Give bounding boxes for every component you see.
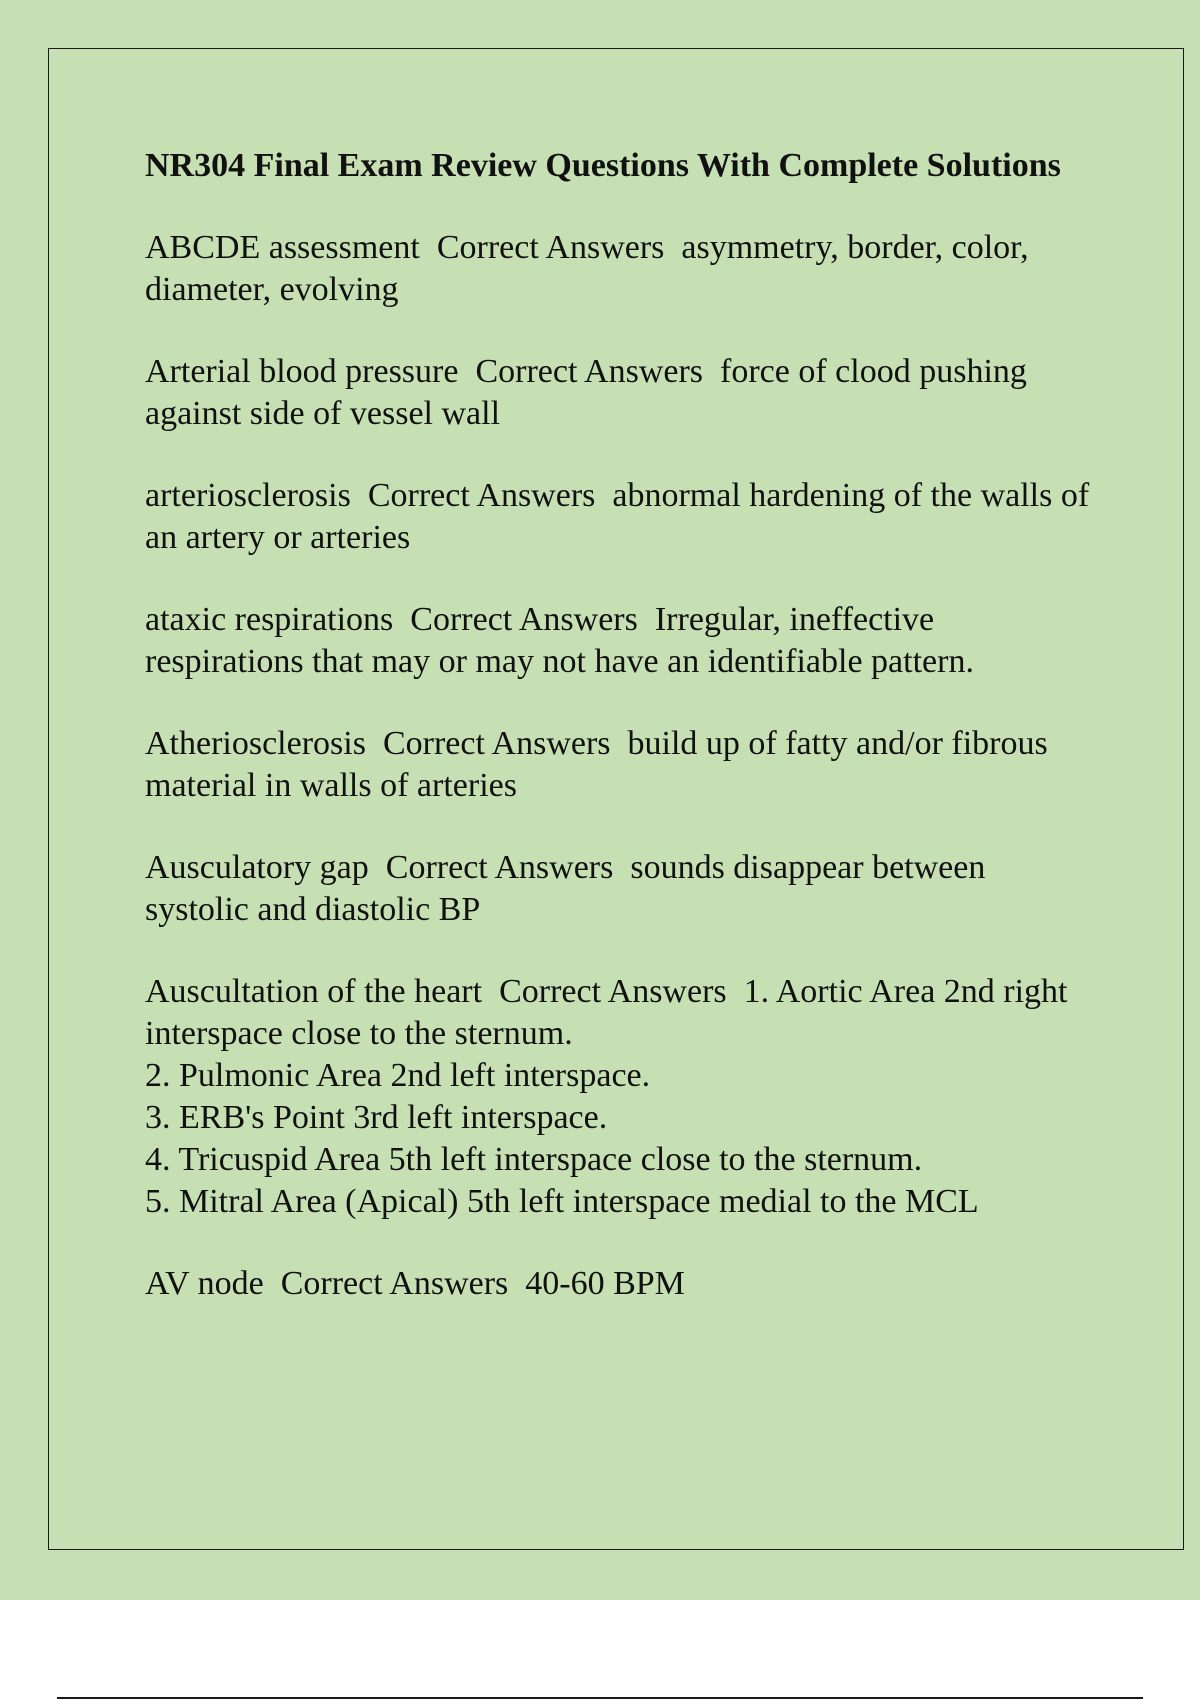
qa-entry	[145, 599, 1095, 683]
qa-term: Ausculatory gap	[145, 849, 369, 886]
qa-term: AV node	[145, 1265, 264, 1302]
qa-answer-line: 3. ERB's Point 3rd left interspace.	[145, 1099, 608, 1136]
document-body	[145, 145, 1098, 1345]
qa-term: arteriosclerosis	[145, 477, 351, 514]
qa-separator: Correct Answers	[365, 725, 628, 762]
qa-term: ataxic respirations	[145, 601, 394, 638]
qa-answer: 1. Aortic Area 2nd right interspace close to the sternum.	[145, 973, 1077, 1052]
page-divider	[57, 1697, 1143, 1699]
qa-separator: Correct Answers	[393, 601, 655, 638]
qa-answer: asymmetry, border, color, diameter, evolving	[145, 229, 1038, 308]
qa-term: Arterial blood pressure	[145, 353, 459, 390]
qa-term: Atheriosclerosis	[145, 725, 366, 762]
qa-answer: force of clood pushing against side of vessel wall	[145, 353, 1036, 432]
qa-separator: Correct Answers	[482, 973, 744, 1010]
qa-answer-line: 5. Mitral Area (Apical) 5th left interspace medial to the MCL	[145, 1183, 979, 1220]
qa-answer: sounds disappear between systolic and diastolic BP	[145, 849, 994, 928]
qa-entry	[145, 227, 1095, 311]
qa-separator: Correct Answers	[368, 849, 631, 886]
qa-entry	[145, 723, 1095, 807]
qa-entry	[145, 971, 1095, 1223]
qa-answer-line: 4. Tricuspid Area 5th left interspace close to the sternum.	[145, 1141, 923, 1178]
qa-entry	[145, 1263, 1095, 1305]
qa-answer: 40-60 BPM	[525, 1265, 685, 1302]
qa-term: ABCDE assessment	[145, 229, 420, 266]
qa-term: Auscultation of the heart	[145, 973, 483, 1010]
qa-answer: abnormal hardening of the walls of an artery or arteries	[145, 477, 1098, 556]
qa-answer: Irregular, ineffective respirations that may or may not have an identifiable pattern.	[145, 601, 974, 680]
document-title: NR304 Final Exam Review Questions With Complete Solutions	[145, 147, 1061, 184]
qa-entry	[145, 351, 1095, 435]
qa-entry	[145, 475, 1098, 559]
qa-separator: Correct Answers	[458, 353, 721, 390]
qa-separator: Correct Answers	[263, 1265, 526, 1302]
qa-answer-line: 2. Pulmonic Area 2nd left interspace.	[145, 1057, 651, 1094]
qa-separator: Correct Answers	[350, 477, 613, 514]
qa-answer: build up of fatty and/or fibrous material in walls of arteries	[145, 725, 1057, 804]
qa-entry	[145, 847, 1095, 931]
qa-separator: Correct Answers	[419, 229, 682, 266]
